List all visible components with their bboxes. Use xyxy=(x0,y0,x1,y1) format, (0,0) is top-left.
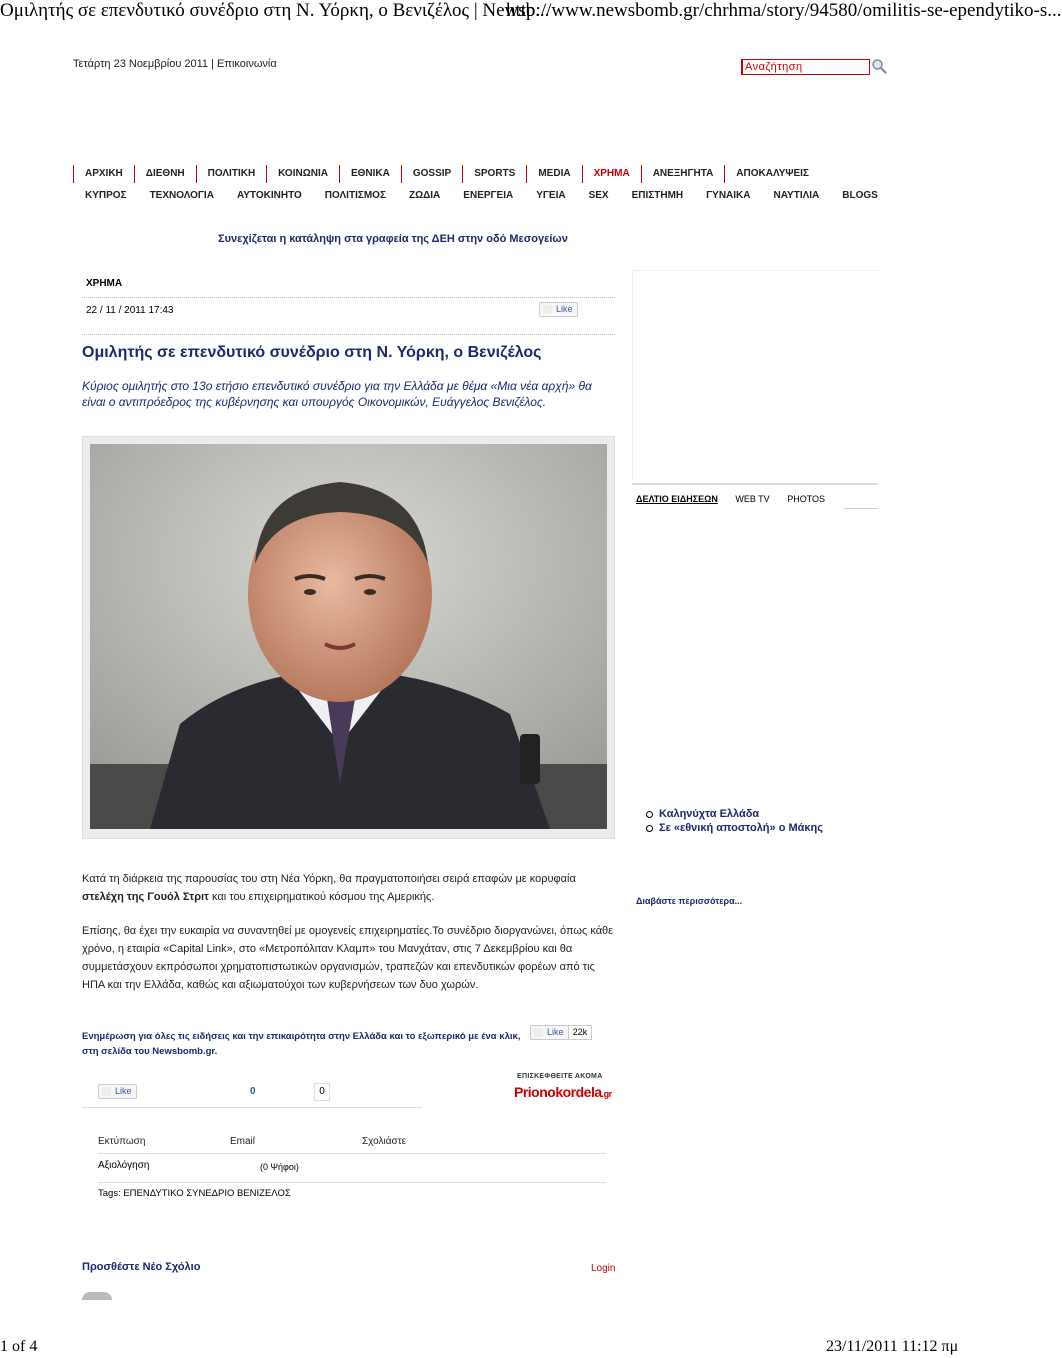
nav-item-6[interactable]: GOSSIP xyxy=(401,165,462,183)
nav-item-3[interactable]: ΠΟΛΙΤΙΚΗ xyxy=(196,165,267,183)
read-more-link[interactable]: Διαβάστε περισσότερα... xyxy=(636,896,743,906)
sidebar-news-list xyxy=(644,807,823,835)
nav-item-3[interactable]: ΑΥΤΟΚΙΝΗΤΟ xyxy=(236,190,302,201)
rating-label: Αξιολόγηση xyxy=(98,1160,150,1171)
tab-news-bulletin[interactable]: ΔΕΛΤΙΟ ΕΙΔΗΣΕΩΝ xyxy=(636,494,718,504)
nav-item-1[interactable]: ΚΥΠΡΟΣ xyxy=(85,190,127,201)
share-count: 0 xyxy=(250,1086,256,1097)
article-title: Ομιλητής σε επενδυτικό συνέδριο στη Ν. Υόρκη, ο Βενιζέλος xyxy=(82,344,542,361)
facebook-like-button[interactable] xyxy=(98,1084,137,1099)
print-header-url: http://www.newsbomb.gr/chrhma/story/94580/omilitis-se-ependytiko-s... xyxy=(506,0,1062,21)
nav-item-9[interactable]: ΧΡΗΜΑ xyxy=(582,165,641,183)
tab-photos[interactable]: PHOTOS xyxy=(787,494,826,504)
divider xyxy=(82,297,615,298)
nav-item-10[interactable]: ΓΥΝΑΙΚΑ xyxy=(706,190,751,201)
article-paragraph: Επίσης, θα έχει την ευκαιρία να συναντηθεί με ομογενείς επιχειρηματίες.Το συνέδριο διοργανώνει, όπως κάθε χρόνο, η εταιρία «Capital Link», στο «Μετροπόλιταν Κλαμπ» του Μανχάταν, στις 7 Δεκεμβρίου και θα συμμετάσχουν εκπρόσωποι χρηματοπιστωτικών οργανισμών, τραπεζών και επενδυτικών φορέων από τις ΗΠΑ και την Ελλάδα, καθώς και αξιωματούχοι των κυβερνήσεων των δυο χωρών. xyxy=(82,925,614,991)
sidebar-tabs xyxy=(636,494,840,504)
like-label: Like xyxy=(547,1027,564,1037)
like-label: Like xyxy=(115,1086,132,1096)
nav-item-5[interactable]: ΖΩΔΙΑ xyxy=(408,190,441,201)
print-page-number: 1 of 4 xyxy=(0,1338,38,1355)
main-nav-row-2 xyxy=(73,187,889,207)
search-input[interactable]: Αναζήτηση xyxy=(741,59,870,75)
print-header-title: Ομιλητής σε επενδυτικό συνέδριο στη Ν. Υόρκη, ο Βενιζέλος | Newsb... xyxy=(0,0,550,21)
nav-item-1[interactable]: ΑΡΧΙΚΗ xyxy=(73,165,134,183)
nav-item-8[interactable]: MEDIA xyxy=(526,165,581,183)
sidebar-ad-box xyxy=(632,270,878,482)
nav-item-5[interactable]: ΕΘΝΙΚΑ xyxy=(339,165,401,183)
thumbs-up-icon xyxy=(534,1028,543,1037)
promo-logo-name: Prionokordela xyxy=(514,1084,602,1100)
facebook-like-button[interactable] xyxy=(530,1025,569,1040)
paragraph-emphasis: στελέχη της Γουόλ Στριτ xyxy=(82,891,209,903)
like-count: 22k xyxy=(568,1025,592,1040)
paragraph-text: Κατά τη διάρκεια της παρουσίας του στη Νέα Υόρκη, θα πραγματοποιήσει σειρά επαφών με κορυφαία xyxy=(82,873,576,885)
article-date: 22 / 11 / 2011 17:43 xyxy=(86,305,174,316)
divider xyxy=(844,508,878,509)
print-timestamp: 23/11/2011 11:12 πμ xyxy=(826,1338,959,1355)
email-link[interactable]: Email xyxy=(230,1136,256,1147)
paragraph-text: και του επιχειρηματικού κόσμου της Αμερικής. xyxy=(208,891,435,903)
print-link[interactable]: Εκτύπωση xyxy=(98,1136,146,1147)
nav-item-7[interactable]: SPORTS xyxy=(462,165,526,183)
nav-item-6[interactable]: ΕΝΕΡΓΕΙΑ xyxy=(463,190,514,201)
article-lead: Κύριος ομιλητής στο 13ο ετήσιο επενδυτικό συνέδριο για την Ελλάδα με θέμα «Μια νέα αρχή» θα είναι ο αντιπρόεδρος της κυβέρνησης και υπουργός Οικονομικών, Ευάγγελος Βενιζέλος. xyxy=(82,379,592,409)
thumbs-up-icon xyxy=(102,1087,111,1096)
date-bar xyxy=(73,58,277,70)
article-tags[interactable]: Tags: ΕΠΕΝΔΥΤΙΚΟ ΣΥΝΕΔΡΙΟ ΒΕΝΙΖΕΛΟΣ xyxy=(98,1188,291,1199)
promo-logo-suffix: .gr xyxy=(601,1089,612,1099)
divider xyxy=(82,334,615,335)
nav-item-8[interactable]: SEX xyxy=(588,190,609,201)
current-date: Τετάρτη 23 Νοεμβρίου 2011 xyxy=(73,58,209,70)
divider xyxy=(632,483,878,485)
facebook-like-button[interactable] xyxy=(539,302,578,317)
add-comment-heading: Προσθέστε Νέο Σχόλιο xyxy=(82,1261,201,1273)
comment-link[interactable]: Σχολιάστε xyxy=(362,1136,407,1147)
main-nav-row-1 xyxy=(73,165,820,185)
nav-item-2[interactable]: ΔΙΕΘΝΗ xyxy=(134,165,196,183)
promo-label: ΕΠΙΣΚΕΦΘΕΙΤΕ ΑΚΟΜΑ xyxy=(517,1073,603,1080)
nav-item-10[interactable]: ΑΝΕΞΗΓΗΤΑ xyxy=(641,165,725,183)
nav-item-9[interactable]: ΕΠΙΣΤΗΜΗ xyxy=(631,190,684,201)
tab-web-tv[interactable]: WEB TV xyxy=(735,494,770,504)
login-link[interactable]: Login xyxy=(591,1263,616,1274)
list-item[interactable]: Καληνύχτα Ελλάδα xyxy=(644,807,823,821)
tweet-count: 0 xyxy=(314,1083,330,1101)
promo-logo[interactable] xyxy=(514,1084,612,1100)
divider xyxy=(82,1107,422,1108)
nav-item-11[interactable]: ΑΠΟΚΑΛΥΨΕΙΣ xyxy=(724,165,820,183)
list-item[interactable]: Σε «εθνική αποστολή» ο Μάκης xyxy=(644,821,823,835)
rating-votes: (0 Ψήφοι) xyxy=(260,1162,299,1172)
divider xyxy=(98,1153,606,1154)
nav-item-12[interactable]: BLOGS xyxy=(842,190,878,201)
contact-link[interactable]: Επικοινωνία xyxy=(217,58,277,70)
nav-item-2[interactable]: ΤΕΧΝΟΛΟΓΙΑ xyxy=(149,190,214,201)
article-photo xyxy=(90,444,607,829)
nav-item-4[interactable]: ΚΟΙΝΩΝΙΑ xyxy=(266,165,339,183)
avatar xyxy=(82,1292,112,1300)
thumbs-up-icon xyxy=(543,305,552,314)
search-icon[interactable] xyxy=(871,58,887,74)
nav-item-7[interactable]: ΥΓΕΙΑ xyxy=(536,190,566,201)
nav-item-4[interactable]: ΠΟΛΙΤΙΣΜΟΣ xyxy=(324,190,386,201)
nav-item-11[interactable]: ΝΑΥΤΙΛΙΑ xyxy=(773,190,820,201)
like-label: Like xyxy=(556,304,573,314)
section-label[interactable]: ΧΡΗΜΑ xyxy=(86,278,123,289)
date-separator: | xyxy=(211,58,218,70)
article-paragraph xyxy=(82,870,616,906)
update-note[interactable]: Ενημέρωση για όλες τις ειδήσεις και την επικαιρότητα στην Ελλάδα και το εξωπερικό με ένα κλικ, στη σελίδα του Newsbomb.gr. xyxy=(82,1031,521,1057)
news-ticker[interactable]: Συνεχίζεται η κατάληψη στα γραφεία της ΔΕΗ στην οδό Μεσογείων xyxy=(218,233,568,245)
divider xyxy=(98,1182,606,1183)
